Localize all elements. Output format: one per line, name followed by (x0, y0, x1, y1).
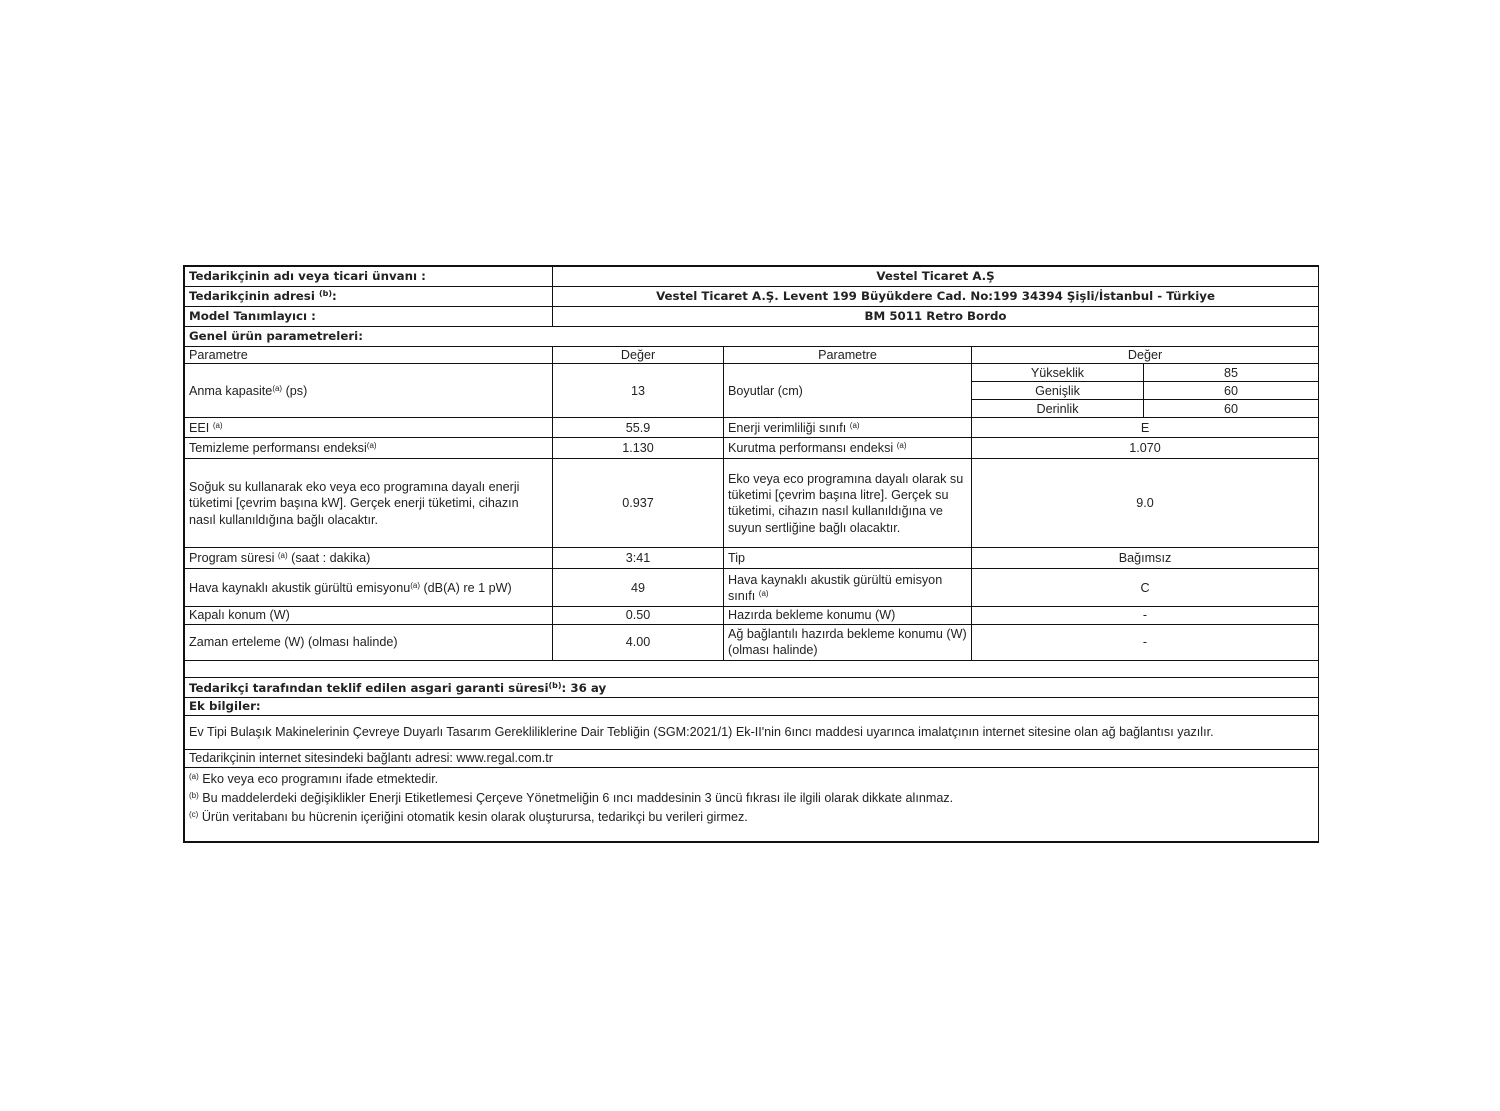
cleaning-label-cell (185, 438, 553, 459)
dimensions-label: Boyutlar (cm) (724, 364, 972, 418)
warranty-value: : 36 ay (561, 681, 607, 696)
delay-label: Zaman erteleme (W) (olması halinde) (185, 624, 553, 660)
footnote-c-sup: (c) (189, 810, 199, 820)
cleaning-value: 1.130 (553, 438, 724, 459)
off-mode-row (185, 607, 1319, 624)
notes-row (185, 767, 1319, 841)
eei-row (185, 418, 1319, 438)
capacity-label: Anma kapasite (189, 383, 273, 398)
footnote-b-sup: (b) (189, 791, 199, 801)
address-label: Tedarikçinin adresi (189, 288, 315, 303)
warranty-cell (185, 677, 1319, 697)
water-consumption-label: Eko veya eco programına dayalı olarak su tüketimi [çevrim başına litre]. Gerçek su tüketimi, cihazın nasıl kullanıldığına ve suyun sertliğine bağlı olacaktır. (724, 459, 972, 548)
warranty-row (185, 677, 1319, 697)
supplier-value: Vestel Ticaret A.Ş (553, 267, 1319, 287)
footnote-b-text: Bu maddelerdeki değişiklikler Enerji Etiketlemesi Çerçeve Yönetmeliğin 6 ıncı maddesinin 3 üncü fıkrası ile ilgili olarak dikkate alınmaz. (202, 791, 954, 806)
depth-value: 60 (1144, 400, 1319, 418)
noise-label: Hava kaynaklı akustik gürültü emisyonu (189, 580, 411, 595)
capacity-label-cell (185, 364, 553, 418)
noise-unit: (dB(A) re 1 pW) (423, 580, 512, 595)
footnote-a (189, 771, 1314, 787)
energy-class-label-cell (724, 418, 972, 438)
energy-class-value: E (972, 418, 1319, 438)
delay-row (185, 624, 1319, 660)
off-label: Kapalı konum (W) (185, 607, 553, 624)
program-sup: (a) (277, 551, 288, 561)
eei-value: 55.9 (553, 418, 724, 438)
program-label: Program süresi (189, 551, 275, 566)
cleaning-row (185, 438, 1319, 459)
energy-consumption-label: Soğuk su kullanarak eko veya eco programına dayalı enerji tüketimi [çevrim başına kW]. Gerçek enerji tüketimi, cihazın nasıl kullanıldığına bağlı olacaktır. (185, 459, 553, 548)
depth-label: Derinlik (972, 400, 1144, 418)
eei-sup: (a) (212, 420, 223, 430)
model-label: Model Tanımlayıcı : (185, 307, 553, 327)
address-colon: : (332, 288, 337, 303)
noise-class-value: C (972, 569, 1319, 607)
energy-class-label: Enerji verimliliği sınıfı (728, 420, 847, 435)
program-row (185, 548, 1319, 569)
height-value: 85 (1144, 364, 1319, 382)
network-label: Ağ bağlantılı hazırda bekleme konumu (W) (olması halinde) (724, 624, 972, 660)
network-value: - (972, 624, 1319, 660)
spacer-row (185, 660, 1319, 677)
col-value-1: Değer (553, 347, 724, 364)
product-table (184, 266, 1319, 842)
warranty-label: Tedarikçi tarafından teklif edilen asgari garanti süresi (189, 681, 549, 696)
column-header-row (185, 347, 1319, 364)
program-unit: (saat : dakika) (291, 551, 371, 566)
website-text: Tedarikçinin internet sitesindeki bağlantı adresi: www.regal.com.tr (185, 749, 1319, 767)
drying-value: 1.070 (972, 438, 1319, 459)
model-row (185, 307, 1319, 327)
energy-consumption-value: 0.937 (553, 459, 724, 548)
noise-sup: (a) (410, 580, 420, 590)
capacity-row (185, 364, 1319, 382)
empty-cell (185, 660, 1319, 677)
delay-value: 4.00 (553, 624, 724, 660)
eei-label: EEI (189, 420, 210, 435)
product-information-sheet (183, 265, 1319, 843)
regulation-text: Ev Tipi Bulaşık Makinelerinin Çevreye Duyarlı Tasarım Gerekliliklerine Dair Tebliğin (SGM:2021/1) Ek-II'nin 6ıncı maddesi uyarınca imalatçının internet sitesine olan ağ bağlantısı yazılır. (185, 715, 1319, 749)
general-params-label: Genel ürün parametreleri: (185, 327, 1319, 347)
regulation-row (185, 715, 1319, 749)
address-row (185, 287, 1319, 307)
capacity-unit: (ps) (285, 383, 308, 398)
type-label: Tip (724, 548, 972, 569)
footnote-b (189, 790, 1314, 806)
general-params-row (185, 327, 1319, 347)
address-label-cell (185, 287, 553, 307)
water-consumption-value: 9.0 (972, 459, 1319, 548)
supplier-row (185, 267, 1319, 287)
extra-info-row (185, 697, 1319, 715)
capacity-value: 13 (553, 364, 724, 418)
cleaning-label: Temizleme performansı endeksi (189, 441, 367, 456)
drying-label-cell (724, 438, 972, 459)
footnote-a-text: Eko veya eco programını ifade etmektedir. (202, 771, 439, 786)
extra-info-label: Ek bilgiler: (185, 697, 1319, 715)
noise-class-label: Hava kaynaklı akustik gürültü emisyon sınıfı (728, 572, 943, 603)
standby-label: Hazırda bekleme konumu (W) (724, 607, 972, 624)
col-param-1: Parametre (185, 347, 553, 364)
footnote-c (189, 809, 1314, 825)
width-label: Genişlik (972, 382, 1144, 400)
noise-class-label-cell (724, 569, 972, 607)
height-label: Yükseklik (972, 364, 1144, 382)
footnotes (185, 767, 1319, 841)
noise-row (185, 569, 1319, 607)
noise-value: 49 (553, 569, 724, 607)
drying-label: Kurutma performansı endeksi (728, 441, 894, 456)
footnote-c-text: Ürün veritabanı bu hücrenin içeriğini otomatik kesin olarak oluşturursa, tedarikçi bu verileri girmez. (201, 810, 748, 825)
address-value: Vestel Ticaret A.Ş. Levent 199 Büyükdere Cad. No:199 34394 Şişli/İstanbul - Türkiye (553, 287, 1319, 307)
warranty-sup: (b) (548, 681, 562, 691)
capacity-sup: (a) (272, 383, 283, 393)
noise-label-cell (185, 569, 553, 607)
off-value: 0.50 (553, 607, 724, 624)
eei-label-cell (185, 418, 553, 438)
model-value: BM 5011 Retro Bordo (553, 307, 1319, 327)
noise-class-sup: (a) (758, 588, 769, 598)
consumption-row (185, 459, 1319, 548)
width-value: 60 (1144, 382, 1319, 400)
address-sup: (b) (318, 288, 333, 298)
type-value: Bağımsız (972, 548, 1319, 569)
footnote-a-sup: (a) (189, 771, 199, 781)
website-row (185, 749, 1319, 767)
standby-value: - (972, 607, 1319, 624)
drying-sup: (a) (896, 441, 907, 451)
energy-class-sup: (a) (849, 420, 860, 430)
col-value-2: Değer (972, 347, 1319, 364)
program-value: 3:41 (553, 548, 724, 569)
cleaning-sup: (a) (366, 441, 377, 451)
program-label-cell (185, 548, 553, 569)
supplier-label: Tedarikçinin adı veya ticari ünvanı : (185, 267, 553, 287)
col-param-2: Parametre (724, 347, 972, 364)
